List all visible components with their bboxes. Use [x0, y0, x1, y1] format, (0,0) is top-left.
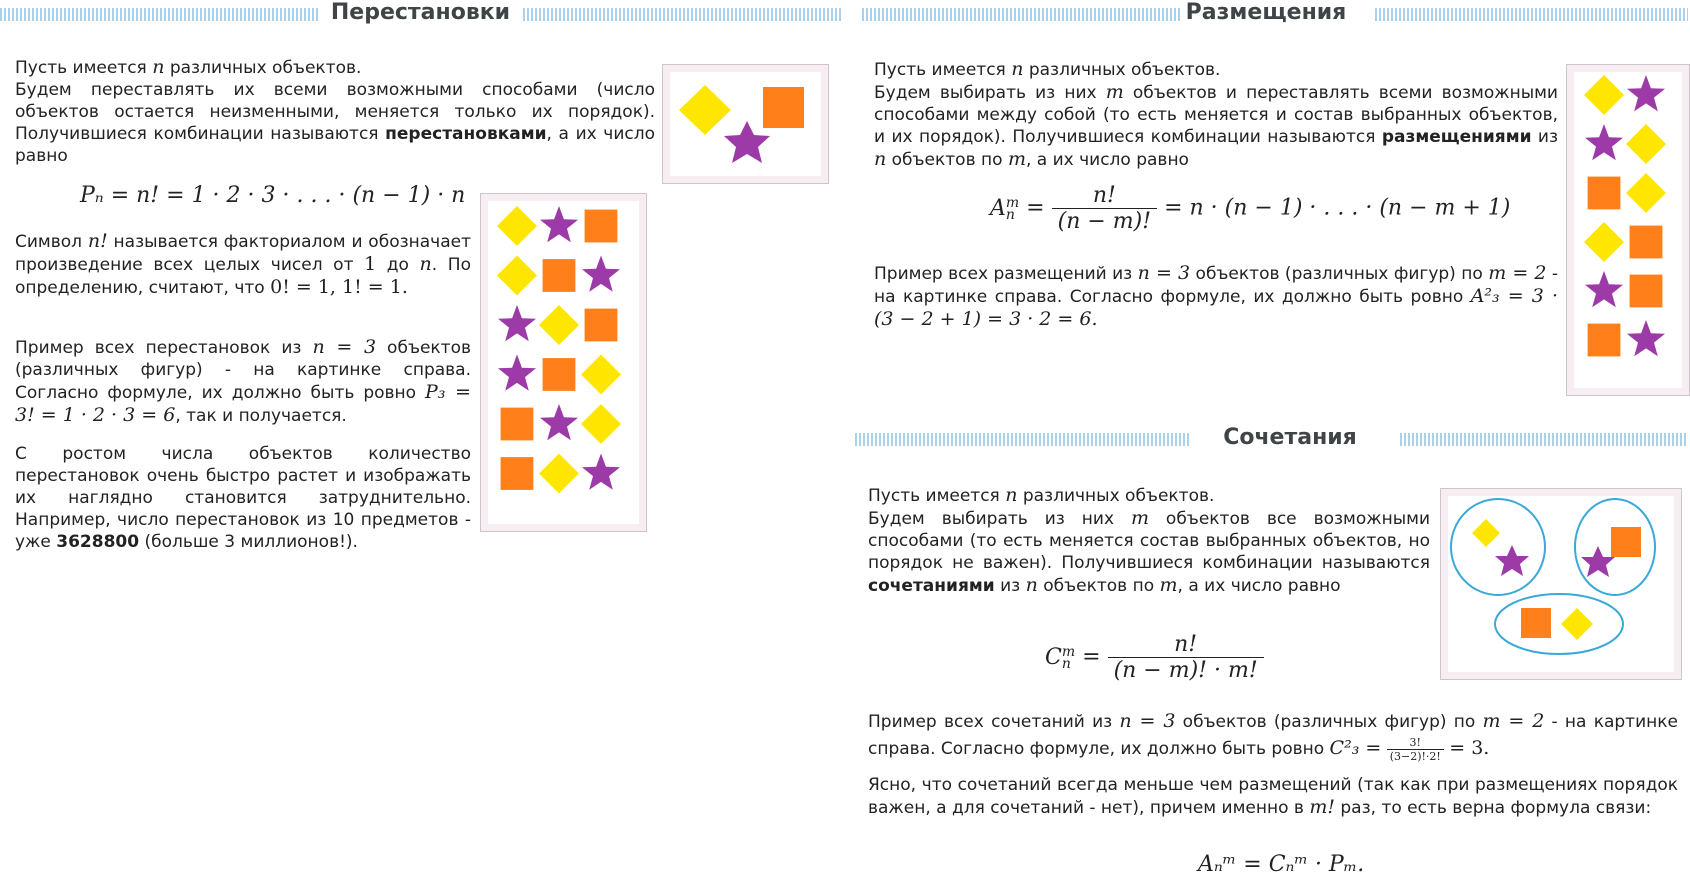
- permutations-count-10: 3628800: [56, 532, 140, 552]
- combinations-example: Пример всех сочетаний из n = 3 объектов (различных фигур) по m = 2 - на картинке справа. Согласно формуле, их должно быть ровно C²₃ = $\frac{3!}{(3-2)!\cdot 2!}$ = 3.: [868, 710, 1678, 763]
- header-band-left: [862, 8, 1182, 21]
- star-shape: [498, 305, 536, 341]
- arrangements-fraction: $\frac{n!}{(n - m)!}$: [1052, 183, 1157, 234]
- star-shape: [582, 454, 620, 490]
- star-shape: [540, 404, 578, 440]
- star-shape: [1585, 124, 1623, 160]
- diamond-shape: [497, 206, 537, 246]
- permutations-header: [0, 0, 850, 30]
- header-band-right: [523, 8, 843, 21]
- permutations-drawing: [481, 194, 646, 531]
- header-band-left: [0, 8, 318, 21]
- diamond-shape: [1626, 124, 1666, 164]
- header-band-right: [1400, 433, 1688, 446]
- combinations-example-fraction: $\frac{3!}{(3-2)!\cdot 2!}$: [1387, 736, 1444, 763]
- square-shape: [1521, 608, 1551, 638]
- star-shape: [1581, 546, 1615, 577]
- square-shape: [1588, 324, 1621, 357]
- diamond-shape: [1626, 173, 1666, 213]
- square-shape: [1588, 177, 1621, 210]
- star-shape: [1495, 545, 1529, 576]
- square-shape: [1630, 226, 1663, 259]
- diamond-shape: [539, 454, 579, 494]
- square-shape: [543, 358, 576, 391]
- arrangements-image: [1566, 64, 1690, 396]
- square-shape: [501, 457, 534, 490]
- group-ellipse: [1495, 594, 1623, 654]
- diamond-shape: [1584, 222, 1624, 262]
- star-shape: [1627, 75, 1665, 111]
- diamond-shape: [581, 404, 621, 444]
- term-permutations: перестановками: [385, 124, 547, 144]
- square-shape: [763, 87, 804, 128]
- relation-formula: Aₙᵐ = Cₙᵐ · Pₘ.: [1198, 852, 1365, 877]
- combinations-image: [1440, 488, 1682, 680]
- three-objects-drawing: [663, 65, 828, 183]
- combinations-formula-lhs: C m n: [1045, 643, 1076, 672]
- diamond-shape: [539, 305, 579, 345]
- star-shape: [1585, 271, 1623, 307]
- permutations-image: [480, 193, 647, 532]
- term-combinations: сочетаниями: [868, 576, 995, 596]
- arrangements-title: Размещения: [1185, 0, 1347, 25]
- arrangements-example: Пример всех размещений из n = 3 объектов (различных фигур) по m = 2 - на картинке справа. Согласно формуле, их должно быть ровно A²₃ = 3 · (3 − 2 + 1) = 3 · 2 = 6.: [874, 262, 1559, 330]
- permutations-intro: Пусть имеется n различных объектов. Будем переставлять их всеми возможными способами (число объектов остается неизменными, меняется только их порядок). Получившиеся комбинации называются перестановками, а их число равно: [15, 56, 655, 166]
- arrangements-drawing: [1567, 65, 1689, 395]
- three-objects-image: [662, 64, 829, 184]
- permutations-example: Пример всех перестановок из n = 3 объектов (различных фигур) - на картинке справа. Согласно формуле, их должно быть ровно P₃ = 3! = 1 · 2 · 3 = 6, так и получается.: [15, 336, 471, 426]
- square-shape: [585, 309, 618, 342]
- group-ellipse: [1451, 499, 1545, 595]
- arrangements-formula-lhs: A m n: [990, 194, 1020, 223]
- combinations-fraction: $\frac{n!}{(n - m)! \cdot m!}$: [1108, 632, 1264, 683]
- diamond-shape: [1584, 75, 1624, 115]
- combinations-header: [855, 425, 1690, 455]
- combinations-title: Сочетания: [1223, 425, 1357, 450]
- combinations-drawing: [1441, 489, 1681, 679]
- diamond-shape: [1472, 519, 1500, 547]
- combinations-relation: Ясно, что сочетаний всегда меньше чем размещений (так как при размещениях порядок важен, а для сочетаний - нет), причем именно в m! раз, то есть верна формула связи:: [868, 775, 1678, 818]
- diamond-shape: [1561, 608, 1593, 640]
- square-shape: [543, 259, 576, 292]
- arrangements-header: [860, 0, 1690, 30]
- square-shape: [585, 210, 618, 243]
- square-shape: [1630, 275, 1663, 308]
- permutations-growth: С ростом числа объектов количество перестановок очень быстро растет и изображать их наглядно становится затруднительно. Например, число перестановок из 10 предметов - уже 3628800 (больше 3 миллионов!).: [15, 444, 471, 552]
- term-arrangements: размещениями: [1381, 127, 1532, 147]
- square-shape: [501, 408, 534, 441]
- header-band-right: [1375, 8, 1688, 21]
- combinations-formula: C m n = $\frac{n!}{(n - m)! \cdot m!}$: [1045, 632, 1264, 683]
- square-shape: [1611, 527, 1641, 557]
- star-shape: [582, 256, 620, 292]
- star-shape: [498, 355, 536, 391]
- diamond-shape: [679, 85, 731, 135]
- arrangements-formula: A m n = $\frac{n!}{(n - m)!}$ = n · (n − 1) · . . . · (n − m + 1): [990, 183, 1511, 234]
- combinations-intro: Пусть имеется n различных объектов. Будем выбирать из них m объектов все возможными способами (то есть меняется состав выбранных объектов, но порядок не важен). Получившиеся комбинации называются сочетаниями из n объектов по m, а их число равно: [868, 484, 1430, 596]
- star-shape: [1627, 320, 1665, 356]
- factorial-text: Символ n! называется факториалом и обозначает произведение всех целых чисел от 1 до n. По определению, считают, что 0! = 1, 1! = 1.: [15, 230, 471, 298]
- header-band-left: [855, 433, 1190, 446]
- star-shape: [540, 206, 578, 242]
- permutations-title: Перестановки: [330, 0, 511, 25]
- diamond-shape: [497, 256, 537, 296]
- permutations-formula: Pₙ = n! = 1 · 2 · 3 · . . . · (n − 1) · n: [80, 183, 466, 208]
- arrangements-intro: Пусть имеется n различных объектов. Будем выбирать из них m объектов и переставлять всеми возможными способами между собой (то есть меняется и состав выбранных объектов, и их порядок). Получившиеся комбинации называются размещениями из n объектов по m, а их число равно: [874, 58, 1559, 170]
- diamond-shape: [581, 355, 621, 395]
